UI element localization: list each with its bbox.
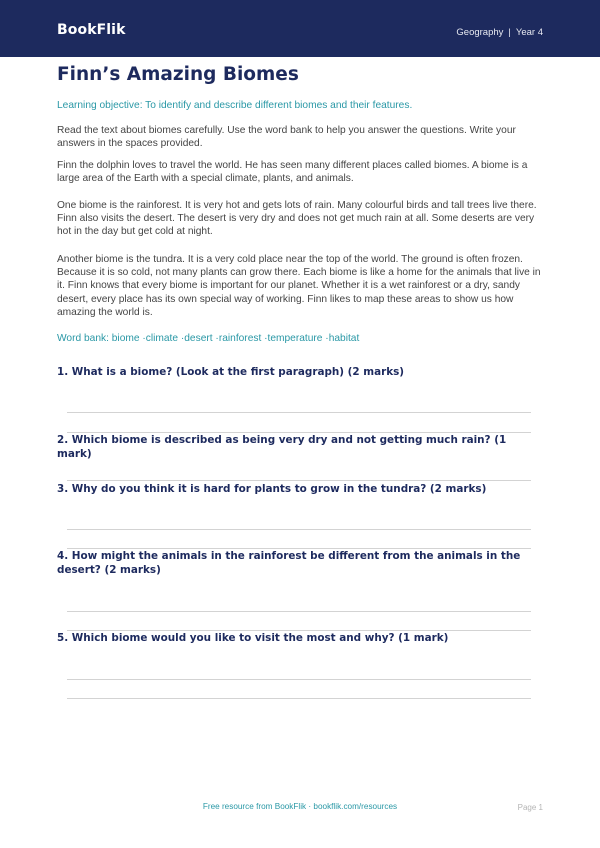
reading-paragraph-1: Finn the dolphin loves to travel the world. He has seen many different places called biomes. A biome is a large area of the Earth with a special climate, plants, and animals. [57,160,528,185]
question-1: 1. What is a biome? (Look at the first paragraph) (2 marks) [57,366,405,378]
question-2: 2. Which biome is described as being very dry and not getting much rain? (1 mark) [57,434,507,460]
question-3: 3. Why do you think it is hard for plants to grow in the tundra? (2 marks) [57,483,487,495]
word-bank-words [112,333,360,344]
learning-objective: Learning objective: To identify and describe different biomes and their features. [57,100,413,111]
question-4: 4. How might the animals in the rainforest be different from the animals in the desert? (2 marks) [57,550,521,576]
word-bank-word: · rainforest [213,333,262,344]
answer-line-q4[interactable] [67,611,531,612]
word-bank [57,333,547,344]
reading-paragraph-3: Another biome is the tundra. It is a very cold place near the top of the world. The ground is often frozen. Because it is so cold, not many plants can grow there. Each biome is like a home for the animals that live in it. Finn knows that every biome is important for our planet. Whether it is a wet rainforest or a dry, sandy desert, every place has its own special way of working. Finn likes to map these areas to show us how amazing the world is. [57,254,541,318]
reading-paragraph-2: One biome is the rainforest. It is very hot and gets lots of rain. Many colourful birds and tall trees live there. Finn also visits the desert. The desert is very dry and does not get much rain at all. Some deserts are very hot in the day but get cold at night. [57,200,537,238]
subject-year-label [456,27,543,38]
answer-line-q5[interactable] [67,698,531,699]
word-bank-word: · climate [140,333,179,344]
word-bank-word: · habitat [322,333,359,344]
footer-credit[interactable]: Free resource from BookFlik · bookflik.com/resources [202,802,398,811]
worksheet-title: Finn’s Amazing Biomes [57,64,299,85]
answer-line-q5[interactable] [67,679,531,680]
question-5: 5. Which biome would you like to visit the most and why? (1 mark) [57,632,449,644]
word-bank-word: · temperature [261,333,322,344]
word-bank-word: biome [111,333,140,344]
brand-logo-text: BookFlik [57,22,126,38]
answer-line-q3[interactable] [67,529,531,530]
page-number: Page 1 [517,803,543,812]
instructions-text: Read the text about biomes carefully. Use the word bank to help you answer the questions. Write your answers in the spaces provided. [57,125,516,150]
meta-separator: | [508,27,511,38]
answer-line-q2[interactable] [67,480,531,481]
word-bank-label: Word bank: [57,333,109,344]
word-bank-word: · desert [178,333,213,344]
year-label: Year 4 [515,27,543,38]
page-header [0,0,600,57]
answer-line-q1[interactable] [67,412,531,413]
subject-label: Geography [456,27,504,38]
